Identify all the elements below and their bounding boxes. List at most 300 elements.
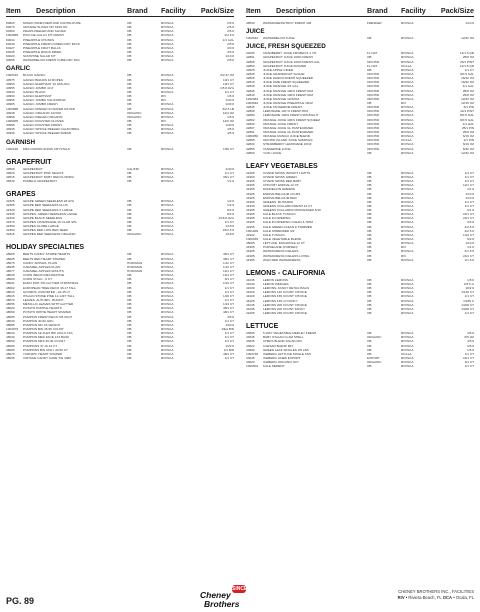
item-number: 1006005 bbox=[6, 118, 19, 123]
item-facility: RIVISCA bbox=[401, 76, 414, 81]
table-row bbox=[6, 179, 234, 183]
item-number: 40930 bbox=[6, 131, 15, 136]
item-number: 1001909 bbox=[246, 228, 259, 233]
item-brand: ORCHID bbox=[367, 84, 380, 89]
item-brand: OB bbox=[127, 228, 132, 233]
item-facility: RIVISCA bbox=[161, 318, 174, 323]
item-pack-size: 2/5 # bbox=[227, 29, 234, 34]
item-facility: RIVISCA bbox=[401, 343, 414, 348]
item-description: ICEBERG LETTUCE SINGLE 16/5 bbox=[263, 351, 311, 356]
item-brand: OB bbox=[127, 339, 132, 344]
item-pack-size: 1/30 # bbox=[225, 98, 234, 103]
item-pack-size: 1/5 # bbox=[227, 114, 234, 119]
item-number: 41905 bbox=[246, 208, 255, 213]
item-description: ORANGE JUICE GL PASTEURIZED bbox=[263, 129, 314, 134]
item-number: 1003736 bbox=[246, 351, 259, 356]
item-facility: RIVISCA bbox=[161, 170, 174, 175]
item-number: 41905 bbox=[246, 212, 255, 217]
item-number: 48085 bbox=[6, 314, 15, 319]
item-facility: RIVISCA bbox=[161, 356, 174, 360]
item-brand: OB bbox=[127, 73, 132, 78]
column-header bbox=[246, 6, 474, 17]
item-pack-size: 1/165 C bbox=[463, 298, 474, 303]
item-facility: RIVISCA bbox=[161, 285, 174, 290]
item-description: PICO DE GALLO KIT FRESH bbox=[23, 33, 64, 38]
item-pack-size: 1/1 CT bbox=[464, 364, 474, 369]
item-pack-size: 10/1 CT bbox=[222, 81, 234, 86]
item-pack-size: 2/5 # bbox=[227, 41, 234, 46]
item-brand: OB bbox=[127, 215, 132, 220]
item-pack-size: 1/1 CT bbox=[464, 170, 474, 175]
item-number: 42880 bbox=[246, 113, 255, 118]
item-facility: RIVISCA bbox=[161, 351, 174, 356]
item-facility: RIVISCA bbox=[401, 96, 414, 101]
item-brand: OB bbox=[127, 146, 132, 151]
item-description: GRAPEFRUIT JUICE 100% FRESH bbox=[263, 55, 313, 60]
item-facility: RIVISCA bbox=[161, 102, 174, 107]
item-description: JUICE GRAPEFRUIT SUGAR bbox=[263, 71, 305, 76]
table-row bbox=[246, 151, 474, 155]
item-number: 43605 bbox=[246, 331, 255, 336]
item-brand: OB bbox=[127, 170, 132, 175]
item-pack-size: 1/60 # bbox=[225, 322, 234, 327]
item-brand: ORCHID bbox=[367, 71, 380, 76]
item-description: ENDIVE BELGIUM RED bbox=[263, 195, 297, 200]
item-number: 48020 bbox=[6, 277, 15, 282]
item-facility: RIVISCA bbox=[161, 347, 174, 352]
item-pack-size: 25/8 OZ bbox=[462, 88, 474, 93]
item-description: LETTUCE, ESCAROLE 12 CT bbox=[263, 241, 305, 246]
item-facility: RIVISCA bbox=[401, 220, 414, 225]
item-brand: ORGANIC bbox=[127, 114, 142, 119]
facility-code-riv: RIV bbox=[397, 595, 405, 600]
item-brand: ORCHID bbox=[367, 80, 380, 85]
item-number: 40965 bbox=[6, 123, 15, 128]
item-brand: OB bbox=[127, 331, 132, 336]
item-description: JUICE TANGERINE FRESH bbox=[263, 105, 302, 110]
item-number: 41005 bbox=[246, 311, 255, 316]
item-description: PURSELANE (PURSEN) bbox=[263, 245, 298, 250]
item-facility: RIVISCA bbox=[401, 125, 414, 130]
item-pack-size: 8/2 # bbox=[227, 207, 234, 212]
left-column bbox=[6, 6, 234, 360]
item-facility: RIVISCA bbox=[401, 121, 414, 126]
item-description: WATERMELON FRESH CUBE DRY PAC bbox=[23, 58, 80, 63]
item-facility: RIVISCA bbox=[161, 110, 174, 115]
item-facility: RIVISCA bbox=[161, 41, 174, 46]
table-row bbox=[246, 311, 474, 315]
item-number: 1006050 bbox=[246, 134, 259, 139]
item-pack-size: 12/1.5 QR bbox=[459, 63, 474, 68]
item-brand: ORGANIC bbox=[367, 335, 382, 340]
item-description: PUMPKIN LE FLEX BIK 20x1X CFA bbox=[23, 331, 73, 336]
item-brand: OB bbox=[127, 224, 132, 229]
item-number: 42825 bbox=[246, 76, 255, 81]
item-description: GRAPEFRUIT RUBY RED FLORIDA bbox=[23, 174, 74, 179]
item-pack-size: 3/3 # bbox=[227, 49, 234, 54]
item-number: 1000310 bbox=[6, 73, 19, 78]
item-facility: RIVISCA bbox=[161, 73, 174, 78]
item-description: TANGERINE JUICE bbox=[263, 146, 291, 151]
item-brand: OB bbox=[367, 195, 372, 200]
item-pack-size: 1/1 GAL bbox=[462, 121, 474, 126]
facility-code-oca: OCA bbox=[442, 595, 453, 600]
item-number: 41905 bbox=[246, 199, 255, 204]
item-pack-size: 1/30 # bbox=[225, 102, 234, 107]
item-brand: OB bbox=[367, 290, 372, 295]
item-brand: ORCHID bbox=[367, 109, 380, 114]
item-number: 43645 bbox=[246, 335, 255, 340]
item-pack-size: 3/3 # bbox=[227, 45, 234, 50]
item-brand: OB bbox=[367, 257, 372, 262]
item-description: LEMONS 165-17 FANCY bbox=[263, 298, 298, 303]
item-number: 41905 bbox=[246, 224, 255, 229]
item-brand: OB bbox=[367, 298, 372, 303]
item-description: PINEAPPLE RINGS DRIED bbox=[23, 49, 62, 54]
item-brand: OB bbox=[127, 102, 132, 107]
item-pack-size: 1/1 BIN bbox=[223, 347, 234, 352]
item-pack-size: 12/16 OZ bbox=[461, 100, 474, 105]
item-number: 40905 bbox=[6, 102, 15, 107]
item-description: EURO POP-TIN GLITTER CHRISTMAS bbox=[23, 281, 79, 286]
item-facility: RIVISCA bbox=[161, 131, 174, 136]
item-number: 42845 bbox=[246, 105, 255, 110]
item-brand: ORCHID bbox=[367, 113, 380, 118]
item-facility: RIVISCA bbox=[161, 281, 174, 286]
item-description: YUZU JUICE bbox=[263, 150, 282, 155]
item-description: CHARD SWISS GREEN bbox=[263, 174, 297, 179]
section-spacer bbox=[246, 315, 474, 319]
item-pack-size: 1/1 # bbox=[467, 245, 474, 250]
item-pack-size: 6/16 OZ bbox=[462, 134, 474, 139]
item-description: MIXED HONEYDEW AND CANTALOUPE bbox=[23, 21, 81, 25]
item-pack-size: 4/5 # bbox=[467, 343, 474, 348]
item-pack-size: 4/5 # bbox=[227, 314, 234, 319]
item-facility: RIVISCA bbox=[401, 117, 414, 122]
item-description: CHARD SWISS, BRIGHT LIGHTS bbox=[263, 170, 311, 175]
item-description: GOURDS, ASSORTED - 10-45 LT bbox=[23, 289, 70, 294]
item-facility: RIVISCA bbox=[401, 277, 414, 282]
item-description: METALLIC LEAVES WITH GLITTER bbox=[23, 302, 74, 307]
item-number: 48075 bbox=[6, 260, 15, 265]
item-pack-size: 1/1 CT bbox=[224, 89, 234, 94]
item-number: 42830 bbox=[246, 71, 255, 76]
item-brand: OB bbox=[367, 170, 372, 175]
item-description: SUNSHINE SALAD KIT bbox=[23, 54, 56, 59]
item-number: 42840 bbox=[246, 92, 255, 97]
item-facility: RIVISCA bbox=[401, 208, 414, 213]
item-number: 41025 bbox=[246, 298, 255, 303]
item-facility: RIVISCA bbox=[161, 331, 174, 336]
item-brand: ORCHID bbox=[367, 121, 380, 126]
item-description: GARLIC ROASTED FRESH bbox=[23, 123, 62, 128]
item-pack-size: 1/40 # bbox=[225, 166, 234, 171]
section-heading: HOLIDAY SPECIALTIES bbox=[6, 244, 85, 252]
item-brand: OB bbox=[367, 237, 372, 242]
item-brand: OB bbox=[127, 179, 132, 184]
item-facility: RIVISCA bbox=[161, 298, 174, 303]
item-number: 43045 bbox=[246, 339, 255, 344]
item-number: 42315 bbox=[6, 232, 15, 237]
item-pack-size: 12/1.5 QR bbox=[459, 51, 474, 56]
item-brand: OB bbox=[367, 36, 372, 41]
item-pack-size: 4/2.5 # bbox=[464, 224, 474, 229]
item-pack-size: 25/1 PIN bbox=[461, 125, 474, 130]
item-pack-size: 2/5 # bbox=[227, 21, 234, 25]
item-facility: RIVISCA bbox=[401, 216, 414, 221]
item-brand: OB bbox=[127, 347, 132, 352]
item-number: 60020 bbox=[6, 54, 15, 59]
item-description: DANDELION GREENS bbox=[263, 187, 295, 192]
item-description: WATERCRESS ICELESS LIVING bbox=[263, 253, 310, 258]
item-pack-size: 1/2 # bbox=[227, 199, 234, 204]
item-facility: RIVISCA bbox=[401, 241, 414, 246]
item-description: PUMPKIN FRESH DECO 5/6 INCH bbox=[23, 314, 72, 319]
item-number: 41905 bbox=[246, 245, 255, 250]
item-number: 42005 bbox=[246, 51, 255, 56]
item-pack-size: 1/1 CT bbox=[224, 219, 234, 224]
item-facility: RIVISCA bbox=[401, 347, 414, 352]
item-description: GARLIC ORGANIC 12/3OZ bbox=[23, 110, 61, 115]
item-pack-size: 1/5 # bbox=[467, 277, 474, 282]
item-facility: RIVISCA bbox=[161, 114, 174, 119]
item-description: PUMPKIN BIN 45-65 COUNT bbox=[23, 327, 64, 332]
item-description: CANDY APPLES, PLAIN bbox=[23, 260, 58, 265]
item-brand: ORCHID bbox=[367, 88, 380, 93]
section-heading: GRAPES bbox=[6, 191, 36, 199]
item-number: 41905 bbox=[246, 253, 255, 258]
item-facility: RIVISCA bbox=[401, 290, 414, 295]
item-pack-size: 1/5 # AVG bbox=[220, 85, 234, 90]
item-brand: ORCHID bbox=[367, 96, 380, 101]
table-row bbox=[6, 356, 234, 360]
item-brand: OB bbox=[127, 89, 132, 94]
item-brand: OB bbox=[127, 37, 132, 42]
item-brand: OB bbox=[127, 49, 132, 54]
item-facility: RIVISCA bbox=[401, 134, 414, 139]
item-brand: OB bbox=[367, 277, 372, 282]
section-spacer bbox=[6, 183, 234, 187]
item-number: 48035 bbox=[6, 264, 15, 269]
item-pack-size: 48/1 CT bbox=[222, 256, 234, 261]
item-brand: OB bbox=[127, 351, 132, 356]
item-pack-size: 1/18 # bbox=[225, 224, 234, 229]
item-facility: RIVISCA bbox=[401, 187, 414, 192]
item-description: KALE VEGETABLE BLEND bbox=[263, 237, 302, 242]
item-number: 41905 bbox=[246, 179, 255, 184]
item-number: 41902 bbox=[246, 232, 255, 237]
item-brand: OB bbox=[367, 220, 372, 225]
item-number: 42815 bbox=[246, 80, 255, 85]
item-facility: RIVISCA bbox=[401, 298, 414, 303]
item-description: GRAPES CHAMPAGNE 16 CLAM SHL bbox=[23, 219, 78, 224]
item-number: 48055 bbox=[6, 302, 15, 307]
item-facility: RIVISCA bbox=[401, 286, 414, 291]
item-facility: RIVISCA bbox=[161, 219, 174, 224]
item-brand: OB bbox=[367, 183, 372, 188]
item-number: 48005 bbox=[246, 241, 255, 246]
item-number: 40955 bbox=[6, 98, 15, 103]
item-description: GARLIC BLACK bbox=[23, 89, 46, 94]
item-description: ORANGE JUICE 100% FRESH SQUEEZ bbox=[263, 117, 320, 122]
item-facility: RIVISCA bbox=[401, 92, 414, 97]
item-facility: RIVISCA bbox=[401, 84, 414, 89]
item-number: 1002540 bbox=[246, 36, 259, 41]
facilities-legend bbox=[398, 589, 474, 601]
item-brand: OB bbox=[367, 294, 372, 299]
item-facility: RIVISCA bbox=[161, 123, 174, 128]
item-pack-size: 1/50 CT bbox=[222, 146, 234, 151]
item-brand: OB bbox=[367, 249, 372, 254]
item-pack-size: 1/10 # bbox=[465, 21, 474, 25]
item-number: 1000935 bbox=[246, 237, 259, 242]
item-facility: RIVISCA bbox=[161, 339, 174, 344]
item-brand: OB bbox=[127, 273, 132, 278]
item-pack-size: 12/3 OZ bbox=[222, 110, 234, 115]
item-pack-size: 4/2.5 # bbox=[464, 228, 474, 233]
header-brand: Brand bbox=[367, 6, 388, 15]
item-number: 42360 bbox=[6, 228, 15, 233]
item-description: GRAPES GLOBE LARGE bbox=[23, 224, 59, 229]
item-description: GARLIC ROASTED CLOVES bbox=[23, 118, 64, 123]
item-description: EUROPEAN TREE DECO 18-17 TALL bbox=[23, 285, 76, 290]
item-number: 41030 bbox=[246, 286, 255, 291]
item-facility: RIVISCA bbox=[161, 81, 174, 86]
item-description: JUICE LIME FRESH SQUEEZED bbox=[263, 80, 310, 85]
right-column bbox=[246, 6, 474, 368]
item-description: TURNIPS, HEART SHAPED bbox=[23, 351, 63, 356]
item-number: 60044 bbox=[6, 37, 15, 42]
item-description: LEMONS- FANCY RETAIL BAGS bbox=[263, 286, 310, 291]
item-pack-size: 12/1 PINT bbox=[460, 109, 474, 114]
header-description: Description bbox=[36, 6, 76, 15]
item-description: KALE GREEN CLEAN & TRIMMED bbox=[263, 224, 313, 229]
item-description: ORANGE SLICES ON SKIN ON bbox=[23, 25, 68, 30]
item-facility: RIVISCA bbox=[161, 199, 174, 204]
item-pack-size: 12/6 OZ bbox=[222, 118, 234, 123]
item-brand: HOFFMAN bbox=[127, 264, 143, 269]
item-facility: RIVISCA bbox=[161, 211, 174, 216]
item-pack-size: 1/18 # bbox=[225, 232, 234, 237]
item-facility: RIVISCA bbox=[161, 256, 174, 261]
item-facility: RIVISCA bbox=[401, 142, 414, 147]
item-description: BEETS CANDY STRIPE HEARTS bbox=[23, 252, 71, 257]
item-facility: RIVISCA bbox=[401, 311, 414, 316]
item-brand: OB bbox=[127, 77, 132, 82]
item-brand: OB bbox=[367, 212, 372, 217]
item-brand: OB bbox=[367, 245, 372, 250]
item-brand: OB bbox=[127, 127, 132, 132]
item-description: KALE SHREDDED 3/# bbox=[263, 228, 295, 233]
item-description: LEMONADE 100 % FRESH 8OZ bbox=[263, 109, 309, 114]
item-facility: RIVISCA bbox=[401, 71, 414, 76]
item-brand: FL NAT bbox=[367, 63, 378, 68]
facility-name-riv: • Riviera Beach, FL bbox=[404, 595, 442, 600]
item-number: 41045 bbox=[246, 277, 255, 282]
item-number: 60045 bbox=[6, 49, 15, 54]
item-facility: OCALA bbox=[401, 351, 412, 356]
item-description: JUICE LEMON FRESH SQUEEZED bbox=[263, 76, 314, 81]
item-description: PUMPKIN 40-60 GRC bbox=[23, 318, 54, 323]
item-facility: RIVISCA bbox=[401, 360, 414, 365]
item-facility: RIV bbox=[401, 100, 407, 105]
item-number: 41905 bbox=[246, 170, 255, 175]
item-number: 48065 bbox=[6, 343, 15, 348]
item-description: PUMPKIN 6IN X6 VENICH bbox=[23, 322, 60, 327]
item-brand: OB bbox=[127, 335, 132, 340]
item-brand: OB bbox=[367, 100, 372, 105]
item-pack-size: 1/24 CT bbox=[462, 232, 474, 237]
item-number: 41940 bbox=[246, 203, 255, 208]
item-pack-size: 6/2 # bbox=[467, 237, 474, 242]
item-pack-size: 48/1 CT bbox=[222, 351, 234, 356]
item-pack-size: 1/12 CT bbox=[222, 260, 234, 265]
item-brand: OB bbox=[127, 21, 132, 25]
item-number: 1003898 bbox=[6, 106, 19, 111]
item-facility: RIVISCA bbox=[401, 55, 414, 60]
item-number: 48040 bbox=[6, 318, 15, 323]
item-facility: RIVISCA bbox=[401, 364, 414, 369]
item-number: 42390 bbox=[6, 224, 15, 229]
item-description: GRAPEFRUIT JUICE 100% FRESH GAL bbox=[263, 59, 320, 64]
item-description: GRAPES RED LOW RED SEED bbox=[23, 228, 68, 233]
section-heading: GARNISH bbox=[6, 138, 36, 146]
item-description: ICEBERG LINER EXPORT bbox=[263, 356, 301, 360]
item-facility: RIVISCA bbox=[401, 335, 414, 340]
item-pack-size: 1/24 CT bbox=[222, 302, 234, 307]
item-facility: RIVISCA bbox=[401, 232, 414, 237]
item-description: CRANBERRY JUICE FROZEN 5-1 7/6 bbox=[263, 51, 317, 56]
item-brand: OB bbox=[367, 364, 372, 369]
item-description: GARLIC BRAIDS 10 ROPES bbox=[23, 77, 63, 82]
item-description: ENDIVE BELGIUM 10 LBS bbox=[263, 191, 301, 196]
item-number: 42802 bbox=[246, 117, 255, 122]
item-number: 42890 bbox=[246, 109, 255, 114]
item-description: PINEAPPLE FRUIT BALLS bbox=[23, 45, 61, 50]
item-facility: RIVISCA bbox=[161, 327, 174, 332]
item-brand: OB bbox=[127, 281, 132, 286]
item-facility: OCALA bbox=[401, 138, 412, 143]
item-brand: OB bbox=[367, 203, 372, 208]
item-number: 60427 bbox=[6, 45, 15, 50]
item-pack-size: 24/1 CT bbox=[462, 216, 474, 221]
item-description: STRAWBERRY LEMONADE 16OZ bbox=[263, 142, 312, 147]
item-pack-size: 24/1 CT bbox=[462, 253, 474, 258]
item-number: 43645 bbox=[246, 356, 255, 360]
item-description: LEMON WEDGES bbox=[263, 282, 289, 287]
item-description: JUICE ORANGE 100% FRESH 9OZ bbox=[263, 92, 314, 97]
item-number: 42325 bbox=[6, 199, 15, 204]
item-pack-size: 1/2 # bbox=[227, 203, 234, 208]
item-facility: RIVISCA bbox=[401, 195, 414, 200]
item-pack-size: 48/1 CT bbox=[222, 310, 234, 315]
item-pack-size: 4/5 # bbox=[467, 339, 474, 344]
item-pack-size: 12/1 CT bbox=[222, 273, 234, 278]
item-brand: ORCHID bbox=[367, 134, 380, 139]
item-description: PEARS PEELED AND SLICED bbox=[23, 29, 66, 34]
item-pack-size: 1/1 CT bbox=[224, 339, 234, 344]
item-description: CORN INDIAN DECORATIVE bbox=[23, 273, 65, 278]
item-brand: OB bbox=[127, 199, 132, 204]
item-pack-size: 1/1 CT bbox=[224, 170, 234, 175]
item-brand: OB bbox=[127, 58, 132, 63]
item-number: 48040 bbox=[6, 331, 15, 336]
item-brand: OB bbox=[367, 282, 372, 287]
item-facility: RIVISCA bbox=[161, 174, 174, 179]
item-description: GARLIC ELEPHANT 10 LBS AVG bbox=[23, 81, 70, 86]
item-facility: RIVISCA bbox=[401, 129, 414, 134]
header-facility: Facility bbox=[401, 6, 426, 15]
